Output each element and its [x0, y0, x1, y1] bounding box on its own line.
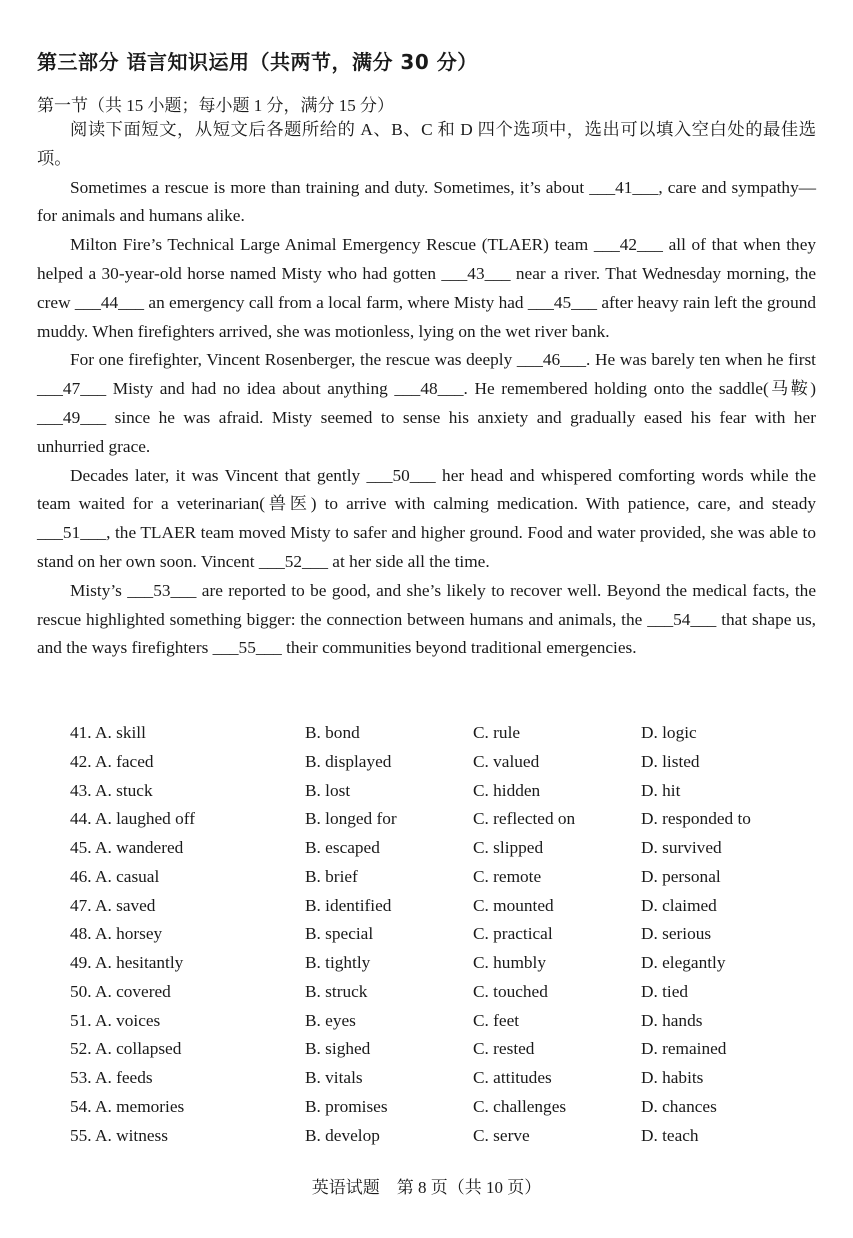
option-a	[70, 1064, 153, 1093]
option-b: B. develop	[305, 1125, 380, 1145]
question-number: 47.	[70, 895, 92, 915]
section-title: 第三部分 语言知识运用（共两节，满分 30 分）	[37, 50, 478, 74]
option-d: D. survived	[641, 838, 722, 857]
question-number: 43.	[70, 780, 92, 800]
option-d: D. teach	[641, 1125, 699, 1145]
question-row	[70, 892, 830, 921]
passage-paragraph: Milton Fire’s Technical Large Animal Emergency Rescue (TLAER) team ___42___ all of that when they helped a 30-year-old horse named Misty who had gotten ___43___ near a river. That Wednesday morning, the crew ___44___ an emergency call from a local farm, where Misty had ___45___ after heavy rain left the ground muddy. When firefighters arrived, she was motionless, lying on the wet river bank.	[37, 235, 816, 341]
option-a	[70, 834, 183, 863]
option-a	[70, 1007, 160, 1036]
passage-body	[37, 116, 816, 663]
option-a-text: A. feeds	[94, 1068, 153, 1087]
option-a-text: A. skill	[94, 723, 146, 742]
question-row	[70, 1064, 830, 1093]
option-a	[70, 978, 171, 1007]
option-d: D. chances	[641, 1096, 717, 1116]
option-d: D. serious	[641, 924, 712, 944]
question-number: 44.	[70, 809, 92, 829]
passage-paragraph: Decades later, it was Vincent that gently ___50___ her head and whispered comforting words while the team waited for a veterinarian(兽医) to arrive with calming medication. With patience, care, and steady ___51___, the TLAER team moved Misty to safer and higher ground. Food and water provided, she was able to stand on her own soon. Vincent ___52___ at her side all the time.	[37, 465, 816, 571]
question-row	[70, 834, 830, 863]
option-a-text: A. horsey	[94, 924, 163, 944]
option-a	[70, 777, 153, 806]
option-a	[70, 1093, 184, 1122]
question-number: 46.	[70, 866, 92, 886]
question-row	[70, 805, 830, 834]
question-number: 55.	[70, 1125, 92, 1145]
question-row	[70, 978, 830, 1007]
option-c: C. slipped	[473, 838, 544, 857]
option-d: D. claimed	[641, 895, 717, 915]
option-d: D. remained	[641, 1039, 727, 1059]
option-a-text: A. covered	[94, 981, 171, 1001]
option-a-text: A. wandered	[94, 838, 184, 857]
option-a	[70, 863, 159, 892]
option-b: B. escaped	[305, 838, 380, 857]
option-a	[70, 719, 146, 748]
option-d: D. elegantly	[641, 953, 726, 972]
option-a	[70, 748, 154, 777]
option-d: D. tied	[641, 981, 689, 1001]
option-b: B. sighed	[305, 1039, 371, 1059]
question-row	[70, 1035, 830, 1064]
question-row	[70, 1093, 830, 1122]
question-row	[70, 719, 830, 748]
option-a-text: A. saved	[94, 895, 156, 915]
option-c: C. rule	[473, 723, 521, 742]
option-c: C. feet	[473, 1010, 520, 1030]
question-number: 54.	[70, 1096, 92, 1116]
option-c: C. challenges	[473, 1096, 567, 1116]
option-c: C. touched	[473, 981, 548, 1001]
option-b: B. tightly	[305, 953, 371, 972]
option-b: B. struck	[305, 981, 368, 1001]
option-a	[70, 1035, 181, 1064]
option-a-text: A. stuck	[94, 780, 153, 800]
option-a-text: A. voices	[94, 1010, 161, 1030]
answer-options	[70, 719, 830, 1150]
option-b: B. special	[305, 924, 374, 944]
option-a	[70, 892, 155, 921]
option-a	[70, 1122, 168, 1151]
question-row	[70, 920, 830, 949]
option-c: C. remote	[473, 866, 542, 886]
option-c: C. valued	[473, 751, 540, 771]
option-d: D. hit	[641, 780, 681, 800]
question-number: 52.	[70, 1039, 92, 1059]
option-b: B. promises	[305, 1096, 388, 1116]
option-b: B. lost	[305, 780, 351, 800]
option-a-text: A. collapsed	[94, 1039, 182, 1059]
option-d: D. responded to	[641, 809, 751, 829]
option-b: B. eyes	[305, 1010, 356, 1030]
instructions-paragraph: 阅读下面短文，从短文后各题所给的 A、B、C 和 D 四个选项中，选出可以填入空白处的最佳选项。	[37, 120, 816, 168]
option-c: C. reflected on	[473, 809, 576, 829]
option-c: C. serve	[473, 1125, 530, 1145]
option-d: D. logic	[641, 723, 697, 742]
option-a-text: A. memories	[94, 1096, 185, 1116]
option-a	[70, 920, 162, 949]
option-a	[70, 949, 183, 978]
option-b: B. displayed	[305, 751, 392, 771]
question-row	[70, 863, 830, 892]
option-b: B. brief	[305, 866, 358, 886]
option-b: B. bond	[305, 723, 360, 742]
option-d: D. hands	[641, 1010, 703, 1030]
question-number: 45.	[70, 838, 92, 857]
option-c: C. attitudes	[473, 1068, 552, 1087]
option-a-text: A. hesitantly	[94, 953, 184, 972]
option-a-text: A. faced	[94, 751, 154, 771]
option-b: B. vitals	[305, 1068, 363, 1087]
option-c: C. humbly	[473, 953, 546, 972]
option-d: D. personal	[641, 866, 721, 886]
option-a-text: A. casual	[94, 866, 160, 886]
passage-paragraph: Misty’s ___53___ are reported to be good, and she’s likely to recover well. Beyond the medical facts, the rescue highlighted something bigger: the connection between humans and animals, the ___54___ that shape us, and the ways firefighters ___55___ their communities beyond traditional emergencies.	[37, 580, 816, 658]
option-c: C. hidden	[473, 780, 541, 800]
question-number: 50.	[70, 981, 92, 1001]
option-c: C. mounted	[473, 895, 554, 915]
option-c: C. practical	[473, 924, 553, 944]
option-d: D. listed	[641, 751, 700, 771]
question-row	[70, 1122, 830, 1151]
question-number: 51.	[70, 1010, 92, 1030]
passage-paragraph: For one firefighter, Vincent Rosenberger, the rescue was deeply ___46___. He was barely ten when he first ___47___ Misty and had no idea about anything ___48___. He remembered holding onto the saddle(马鞍) ___49___ since he was afraid. Misty seemed to sense his anxiety and gradually eased his fear with her unhurried grace.	[37, 350, 816, 456]
question-number: 48.	[70, 924, 92, 944]
subsection-title: 第一节（共 15 小题；每小题 1 分，满分 15 分）	[37, 96, 394, 115]
option-d: D. habits	[641, 1068, 704, 1087]
question-row	[70, 949, 830, 978]
option-a	[70, 805, 195, 834]
passage-paragraph: Sometimes a rescue is more than training and duty. Sometimes, it’s about ___41___, care and sympathy—for animals and humans alike.	[37, 177, 816, 226]
page-footer: 英语试题 第 8 页（共 10 页）	[311, 1178, 542, 1197]
option-a-text: A. laughed off	[94, 809, 195, 829]
option-a-text: A. witness	[94, 1125, 168, 1145]
question-row	[70, 1007, 830, 1036]
question-number: 42.	[70, 751, 92, 771]
question-number: 53.	[70, 1068, 92, 1087]
question-row	[70, 777, 830, 806]
question-number: 41.	[70, 723, 92, 742]
question-row	[70, 748, 830, 777]
option-c: C. rested	[473, 1039, 535, 1059]
option-b: B. identified	[305, 895, 392, 915]
option-b: B. longed for	[305, 809, 397, 829]
question-number: 49.	[70, 953, 92, 972]
